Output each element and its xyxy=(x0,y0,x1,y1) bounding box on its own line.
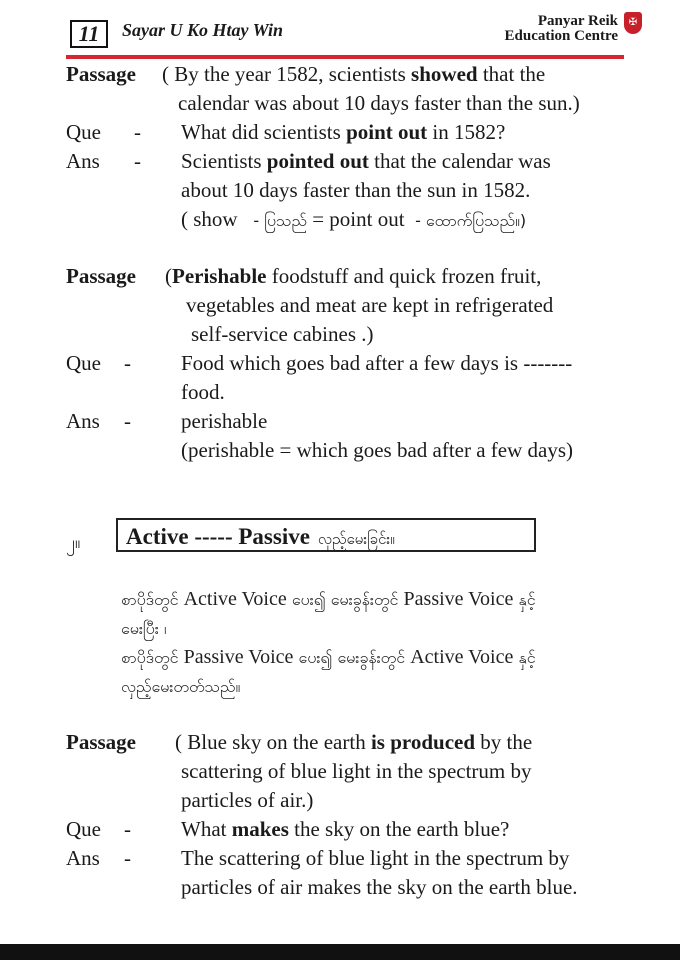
dash-separator: - xyxy=(124,351,131,375)
passage-text-line: calendar was about 10 days faster than the sun.) xyxy=(178,91,580,115)
passage-label: Passage xyxy=(66,264,136,288)
passage-text-line: particles of air.) xyxy=(181,788,314,812)
passage-text-line: ( By the year 1582, scientists showed that the xyxy=(162,62,546,86)
answer-text-line: about 10 days faster than the sun in 1582. xyxy=(181,178,531,202)
brand-name xyxy=(505,14,618,44)
question-label: Que xyxy=(66,351,101,375)
answer-text-line: The scattering of blue light in the spectrum by xyxy=(181,846,570,870)
question-label: Que xyxy=(66,120,101,144)
page-number: 11 xyxy=(70,20,108,48)
question-text: What did scientists point out in 1582? xyxy=(181,120,506,144)
answer-label: Ans xyxy=(66,846,100,870)
explanation-line: မေးပြီး ၊ xyxy=(121,619,167,638)
passage-text-line: vegetables and meat are kept in refrigerated xyxy=(186,293,554,317)
passage-text-line: (Perishable foodstuff and quick frozen fruit, xyxy=(165,264,542,288)
section-title-box xyxy=(116,518,536,552)
section-title: Active ----- Passive xyxy=(126,524,310,549)
question-label: Que xyxy=(66,817,101,841)
explanation-line: စာပိုဒ်တွင် Passive Voice ပေး၍ မေးခွန်းတွင် Active Voice နှင့် xyxy=(121,646,536,668)
passage-text-line: ( Blue sky on the earth is produced by the xyxy=(175,730,533,754)
dash-separator: - xyxy=(124,409,131,433)
answer-text-line: (perishable = which goes bad after a few days) xyxy=(181,438,574,462)
explanation-line: စာပိုဒ်တွင် Active Voice ပေး၍ မေးခွန်းတွင် Passive Voice နှင့် xyxy=(121,588,536,610)
answer-label: Ans xyxy=(66,409,100,433)
answer-text-line: particles of air makes the sky on the earth blue. xyxy=(181,875,578,899)
passage-text-line: scattering of blue light in the spectrum by xyxy=(181,759,532,783)
dash-separator: - xyxy=(124,817,131,841)
answer-label: Ans xyxy=(66,149,100,173)
brand-line-1: Panyar Reik xyxy=(537,13,618,29)
section-title-myanmar: လှည့်မေးခြင်း။ xyxy=(317,530,395,548)
vocabulary-note: ( show - ပြသည် = point out - ထောက်ပြသည်။) xyxy=(181,207,527,231)
section-number: ၂။ xyxy=(66,532,81,553)
question-text: What makes the sky on the earth blue? xyxy=(181,817,510,841)
bottom-border xyxy=(0,944,680,960)
author-name: Sayar U Ko Htay Win xyxy=(122,20,284,40)
dash-separator: - xyxy=(124,846,131,870)
explanation-line: လှည့်မေးတတ်သည်။ xyxy=(121,677,241,696)
question-text-line: Food which goes bad after a few days is ------- xyxy=(181,351,573,375)
passage-label: Passage xyxy=(66,62,136,86)
dash-separator: - xyxy=(134,149,141,173)
question-text-line: food. xyxy=(181,380,225,404)
passage-text-line: self-service cabines .) xyxy=(191,322,374,346)
passage-label: Passage xyxy=(66,730,136,754)
brand-line-2: Education Centre xyxy=(504,28,618,44)
crest-logo-icon: ✠ xyxy=(624,12,642,34)
answer-text-line: Scientists pointed out that the calendar was xyxy=(181,149,551,173)
header-divider xyxy=(66,55,624,59)
answer-text-line: perishable xyxy=(181,409,268,433)
dash-separator: - xyxy=(134,120,141,144)
